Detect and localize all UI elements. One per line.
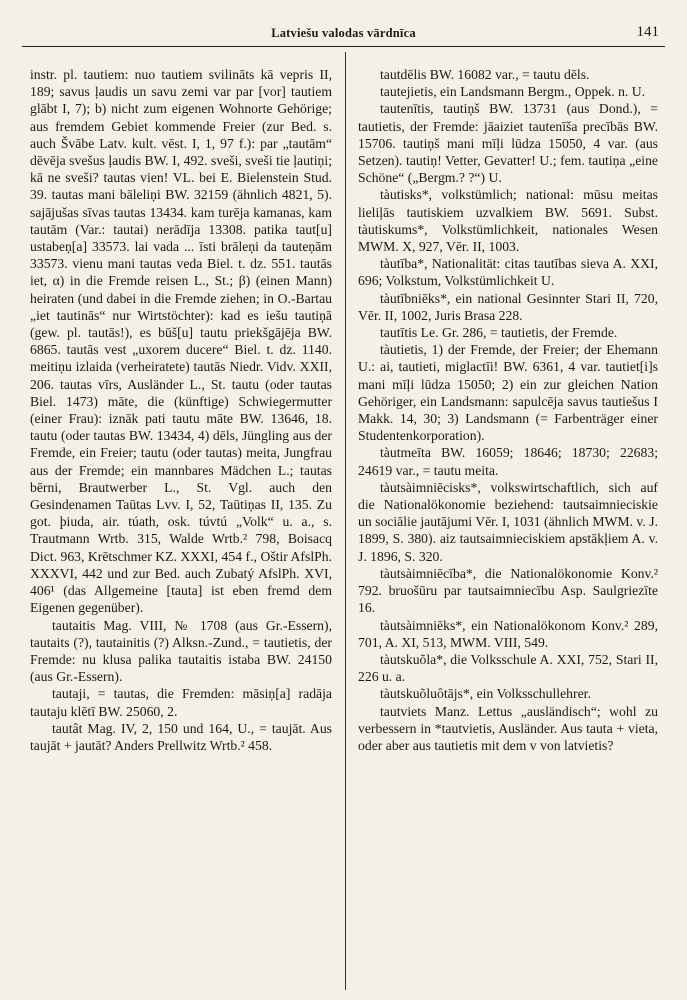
entry-text: tàutisks*, volkstümlich; national: mūsu meitas lieliļās tautiskiem uzvalkiem BW. 5691. Subst. tàutiskums*, Volkstümlichkeit, nationales Wesen MWM. X, 927, Vēr. II, 1003. [358,187,658,255]
page-number: 141 [636,24,659,40]
right-column [358,66,658,992]
entry-text: tautejietis, ein Landsmann Bergm., Oppek. n. U. [380,84,646,100]
entry-text: tàutietis, 1) der Fremde, der Freier; der Ehemann U.: ai, tautieti, miglactīi! BW. 6361, 4 var. tautiet[i]s mani mīļi lūdza 15050; 2) ein zur gleichen Nation Gehöriger, ein Landsmann: sapulcēja savus tautiešus I Makk. 14, 30; 3) Landsmann (= Farbenträger einer Studentenkorporation). [358,342,658,444]
entry-text: tautaji, = tautas, die Fremden: māsiņ[a] radāja tautaju klētī BW. 25060, 2. [30,686,332,719]
entry-text: tàutsàimniēks*, ein Nationalökonom Konv.² 289, 701, A. XI, 513, MWM. VIII, 549. [358,617,658,650]
entry-text: tautaitis Mag. VIII, № 1708 (aus Gr.-Essern), tautaits (?), tautainitis (?) Alksn.-Zund., = tautietis, der Fremde: nu klusa palika tautaitis istaba BW. 24150 (aus Gr.-Essern). [30,617,332,685]
entry-text: tautviets Manz. Lettus „ausländisch“; wohl zu verbessern in *tautvietis, Ausländer. Aus tauta + vieta, oder aber aus tautietis mit dem v von latvietis? [358,703,658,753]
entry-text: tàutsàimniēcība*, die Nationalökonomie Konv.² 792. bruošūru par tautsaimniecību Asp. Saulgriezīte 16. [358,565,658,616]
entry-text: tautdēlis BW. 16082 var., = tautu dēls. [380,67,590,82]
entry-text: tàutsàimniēcisks*, volkswirtschaftlich, sich auf die Nationalökonomie beziehend: tautsaimnieciskie un sociālie jautājumi Vēr. I, 1031 (ähnlich MWM. v. J. 1899, S. 380). aiz tautsaimnieciskiem apstākļiem A. v. J. 1896, S. 320. [358,479,658,564]
entry-text: tautenītis, tautiņš BW. 13731 (aus Dond.), = tautietis, der Fremde: jāaiziet tautenīša precībās BW. 15706. tautiņš mani mīļi lūdza 15050, 4 var. (aus Setzen). tautiņ! Vetter, Gevatter! U.; fem. tautiņa „eine Schöne“ („Bergm.? ?“) U. [358,101,658,186]
column-divider [345,52,346,990]
entry-text: tàutībniēks*, ein national Gesinnter Stari II, 720, Vēr. II, 1002, Juris Brasa 228. [358,290,658,323]
entry-text: tàutskuõluôtājs*, ein Volksschullehrer. [380,686,591,702]
entry-text: tautât Mag. IV, 2, 150 und 164, U., = taujāt. Aus taujāt + jautāt? Anders Prellwitz Wrtb.² 458. [30,720,332,753]
entry-text: tautītis Le. Gr. 286, = tautietis, der Fremde. [380,325,618,341]
running-title: Latviešu valodas vārdnīca [271,26,416,40]
entry-text: tàutskuõla*, die Volksschule A. XXI, 752, Stari II, 226 u. a. [358,651,658,685]
entry-text: instr. pl. tautiem: nuo tautiem svilināts kā vepris II, 189; savus ļaudis un savu zemi var par [vor] tautiem glābt I, 7); b) nicht zum eigenen Wohnorte Gehörige; aus fremdem Gebiet kommende Freier (zur Bed. s. auch Švābe Latv. kult. vēst. I, 1, 97 f.): par „tautām“ dēvēja svešus ļaudis BW. I, 492. sveši, sveši tie ļautiņi; kā ne sveši? tautas vien! VL. bei E. Bielenstein Stud. 39. tautas mani bāleliņi BW. 32159 (ähnlich 4821, 5). sajājušas sīvas tautas 13434. kam turēja kamanas, kam tautām (Var.: tautai) nerādīja 13308. patika taut[u] ustabeņ[a] 33573. lai vada ... īsti brāleņi da tauteņām 33573. vienu mani tautas veda Biel. t. dz. 551. tautās iet, α) in die Fremde reisen L., St.; β) (einen Mann) heiraten (und dabei in die Fremde ziehen; in O.-Bartau „iet tautinās“ nur Wirtstöchter): kad es iešu tautiņā (gew. pl. tautās!), es būš[u] tautu priekšgājēja BW. 6865. tautās vest „uxorem ducere“ Biel. t. dz. 1140. meitiņu izlaida (verheiratete) tautās Niedr. Vidv. XXII, 206. tautas vīrs, Ausländer L., St. tautu (oder tautas Biel. 1473) māte, die (künftige) Schwiegermutter (einer Frau): iznāk pati tautu māte BW. 13646, 18. tautu (oder tautas BW. 13434, 4) dēls, Jüngling aus der Fremde, ein Freier; tautu (oder tautas) meita, Jungfrau aus der Fremde; ein mannbares Mädchen L.; tautas bērni, Brautwerber L., St. Vgl. auch den Gesindenamen Taūtas Lvv. I, 52, Taūtiņas II, 135. Zu got. þiuda, air. túath, osk. túvtú „Volk“ u. a., s. Trautmann Wrtb. 315, Walde Wrtb.² 798, Boisacq Dict. 963, Krētschmer KZ. XXXI, 454 f., Oštir AfslPh. XXXVI, 442 und zur Bed. auch Zubatý AfslPh. XVI, 406¹ (das Allgemeine [tauta] ist eben fremd dem Eigenen gegenüber). [30,67,332,616]
entry-text: tàutmeīta BW. 16059; 18646; 18730; 22683; 24619 var., = tautu meita. [358,445,658,478]
entry-text: tàutība*, Nationalität: citas tautības sieva A. XXI, 696; Volkstum, Volkstümlichkeit U. [358,256,658,289]
left-column [30,66,332,992]
page-header [22,22,665,47]
